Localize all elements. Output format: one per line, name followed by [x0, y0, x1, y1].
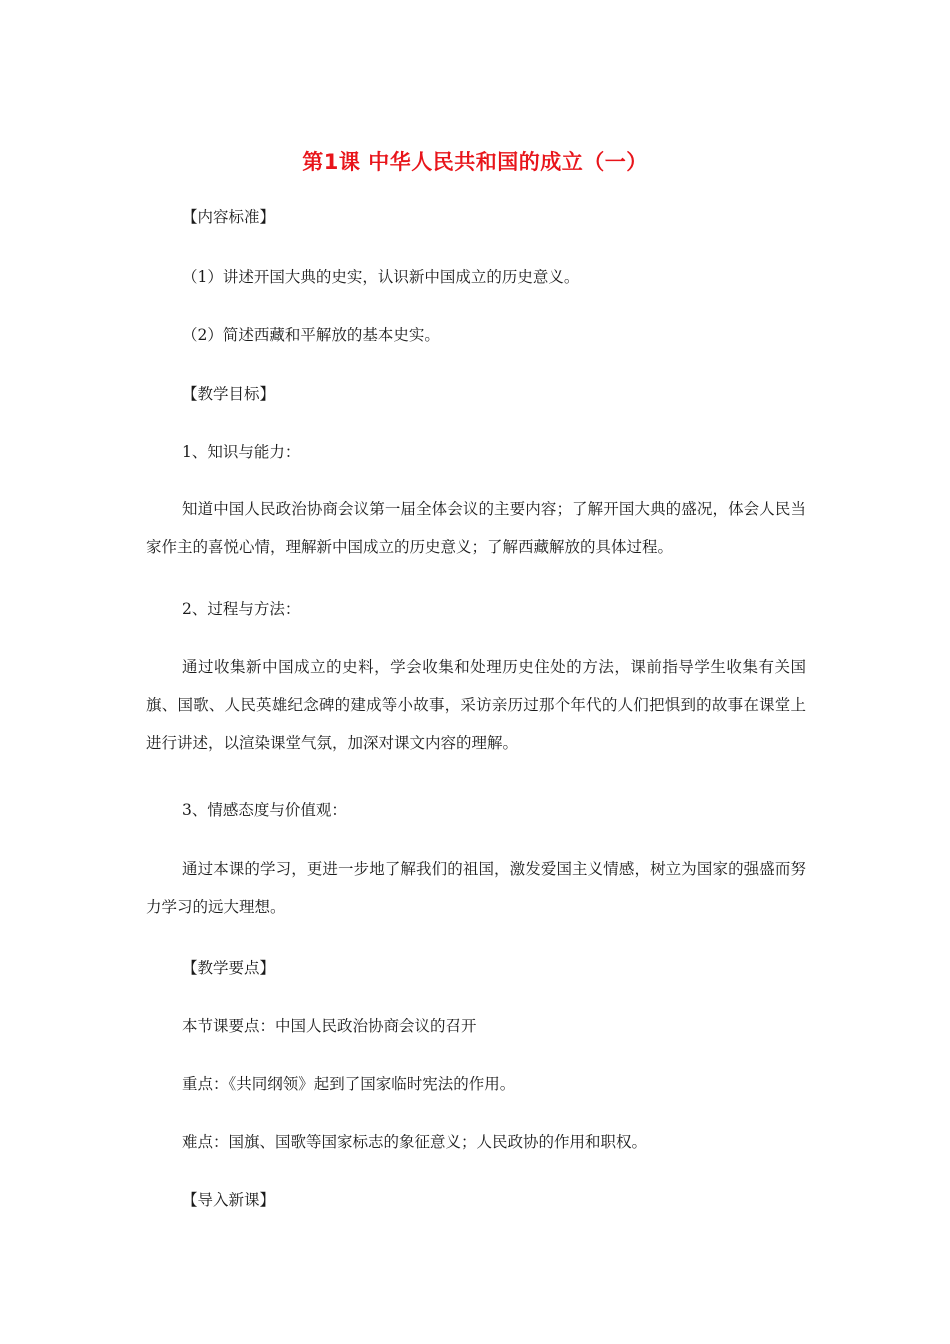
goal-2-text: 通过收集新中国成立的史料，学会收集和处理历史住处的方法，课前指导学生收集有关国旗、国歌、人民英雄纪念碑的建成等小故事，采访亲历过那个年代的人们把惧到的故事在课堂上进行讲述，以渲染课堂气氛，加深对课文内容的理解。	[146, 658, 806, 752]
key-points-heading: 【教学要点】	[182, 959, 276, 977]
key-points-difficulty: 难点：国旗、国歌等国家标志的象征意义；人民政协的作用和职权。	[182, 1133, 648, 1151]
key-points-focus: 重点：《共同纲领》起到了国家临时宪法的作用。	[182, 1075, 516, 1093]
teaching-goals-heading: 【教学目标】	[182, 385, 276, 403]
intro-heading: 【导入新课】	[182, 1191, 276, 1209]
content-standard-item-2: （2）简述西藏和平解放的基本史实。	[182, 326, 440, 344]
goal-3-text: 通过本课的学习，更进一步地了解我们的祖国，激发爱国主义情感，树立为国家的强盛而努力学习的远大理想。	[146, 860, 806, 916]
key-points-main: 本节课要点：中国人民政治协商会议的召开	[182, 1017, 477, 1035]
content-standard-heading: 【内容标准】	[182, 208, 276, 226]
content-standard-item-1: （1）讲述开国大典的史实，认识新中国成立的历史意义。	[182, 268, 580, 286]
goal-2-label: 2、过程与方法：	[182, 600, 301, 618]
goal-1-label: 1、知识与能力：	[182, 443, 301, 461]
goal-3-label: 3、情感态度与价值观：	[182, 801, 347, 819]
lesson-title: 第1课 中华人民共和国的成立（一）	[302, 150, 648, 174]
goal-1-text: 知道中国人民政治协商会议第一届全体会议的主要内容；了解开国大典的盛况，体会人民当家作主的喜悦心情，理解新中国成立的历史意义；了解西藏解放的具体过程。	[146, 500, 806, 556]
